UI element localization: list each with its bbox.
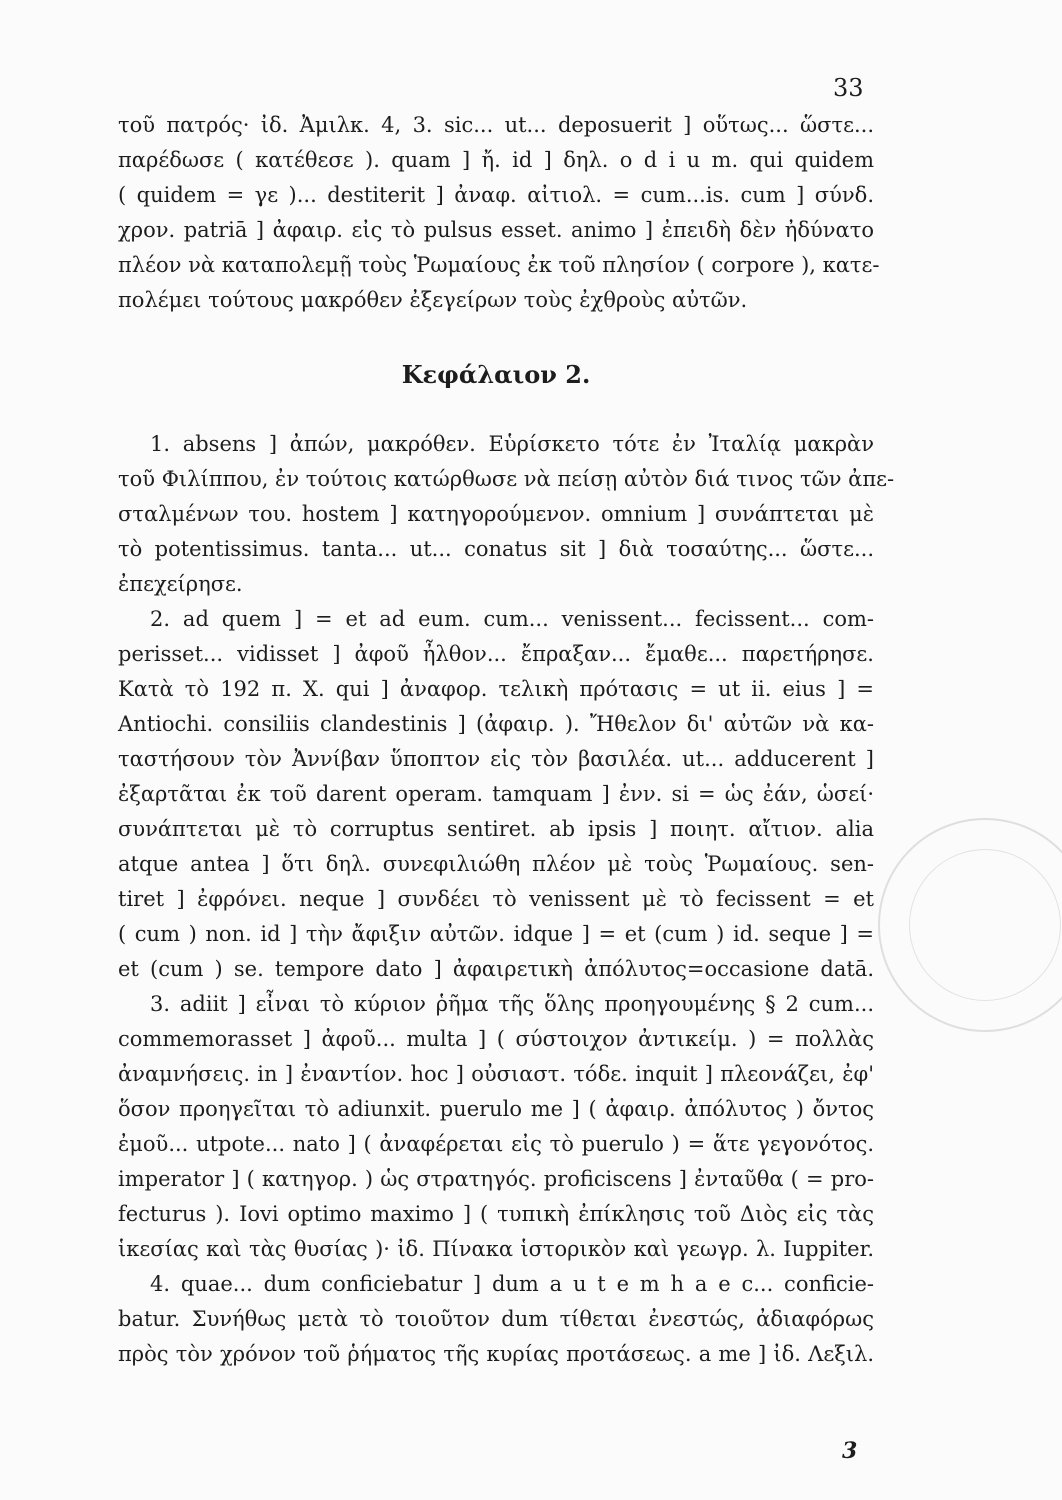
text-line: ἐπεχείρησε.	[118, 572, 243, 596]
text-line: ἐξαρτᾶται ἐκ τοῦ darent operam. tamquam ] ἐνν. si = ὡς ἐάν, ὡσεί·	[118, 782, 874, 806]
section-4	[118, 1267, 874, 1372]
text-line: imperator ] ( κατηγορ. ) ὡς στρατηγός. proficiscens ] ἐνταῦθα ( = pro-	[118, 1167, 874, 1191]
text-line: commemorasset ] ἀφοῦ... multa ] ( σύστοιχον ἀντικείμ. ) = πολλὰς	[118, 1027, 874, 1051]
text-line: τὸ potentissimus. tanta... ut... conatus sit ] διὰ τοσαύτης... ὥστε...	[118, 537, 874, 561]
text-line: ( cum ) non. id ] τὴν ἄφιξιν αὐτῶν. idque ] = et (cum ) id. seque ] =	[118, 922, 874, 946]
chapter-heading: Κεφάλαιον 2.	[401, 360, 591, 389]
text-line: 3. adiit ] εἶναι τὸ κύριον ῥῆμα τῆς ὅλης προηγουμένης § 2 cum...	[150, 992, 874, 1016]
text-line: ὅσον προηγεῖται τὸ adiunxit. puerulo me ] ( ἀφαιρ. ἀπόλυτος ) ὄντος	[118, 1097, 874, 1121]
text-line: 2. ad quem ] = et ad eum. cum... venissent... fecissent... com-	[150, 607, 874, 631]
text-line: πλέον νὰ καταπολεμῇ τοὺς Ῥωμαίους ἐκ τοῦ πλησίον ( corpore ), κατε-	[118, 253, 880, 277]
section-2	[118, 602, 874, 987]
text-line: πολέμει τούτους μακρόθεν ἐξεγείρων τοὺς ἐχθροὺς αὐτῶν.	[118, 288, 748, 312]
stamp-inner-ring	[909, 849, 1061, 1001]
text-line: ἀναμνήσεις. in ] ἐναντίον. hoc ] οὐσιαστ. τόδε. inquit ] πλεονάζει, ἐφ'	[118, 1062, 874, 1086]
text-line: τοῦ Φιλίππου, ἐν τούτοις κατώρθωσε νὰ πείσῃ αὐτὸν διά τινος τῶν ἀπε-	[118, 467, 895, 491]
text-line: ἐμοῦ... utpote... nato ] ( ἀναφέρεται εἰς τὸ puerulo ) = ἅτε γεγονότος.	[118, 1132, 874, 1156]
text-line: tiret ] ἐφρόνει. neque ] συνδέει τὸ venissent μὲ τὸ fecissent = et	[118, 887, 874, 911]
text-line: 1. absens ] ἀπών, μακρόθεν. Εὑρίσκετο τότε ἐν Ἰταλίᾳ μακρὰν	[150, 432, 874, 456]
text-line: ταστήσουν τὸν Ἀννίβαν ὕποπτον εἰς τὸν βασιλέα. ut... adducerent ]	[118, 747, 874, 771]
library-stamp	[878, 818, 1062, 1032]
text-line: πρὸς τὸν χρόνον τοῦ ῥήματος τῆς κυρίας προτάσεως. a me ] ἰδ. Λεξιλ.	[118, 1342, 874, 1366]
text-line: ( quidem = γε )... destiterit ] ἀναφ. αἰτιολ. = cum...is. cum ] σύνδ.	[118, 183, 874, 207]
text-line: fecturus ). Iovi optimo maximo ] ( τυπικὴ ἐπίκλησις τοῦ Διὸς εἰς τὰς	[118, 1202, 874, 1226]
text-line: συνάπτεται μὲ τὸ corruptus sentiret. ab ipsis ] ποιητ. αἴτιον. alia	[118, 817, 874, 841]
text-line: perisset... vidisset ] ἀφοῦ ἦλθον... ἔπραξαν... ἔμαθε... παρετήρησε.	[118, 642, 874, 666]
text-line: ἱκεσίας καὶ τὰς θυσίας )· ἰδ. Πίνακα ἱστορικὸν καὶ γεωγρ. λ. Iuppiter.	[118, 1237, 874, 1261]
text-line: batur. Συνήθως μετὰ τὸ τοιοῦτον dum τίθεται ἐνεστώς, ἀδιαφόρως	[118, 1307, 874, 1331]
text-line: τοῦ πατρός· ἰδ. Ἀμιλκ. 4, 3. sic... ut... deposuerit ] οὕτως... ὥστε...	[118, 113, 874, 137]
text-line: χρον. patriā ] ἀφαιρ. εἰς τὸ pulsus esset. animo ] ἐπειδὴ δὲν ἠδύνατο	[118, 218, 874, 242]
page-number: 33	[833, 74, 864, 102]
signature-mark: 3	[842, 1438, 858, 1464]
paragraph-1	[118, 108, 880, 318]
text-line: 4. quae... dum conficiebatur ] dum a u t e m h a e c... conficie-	[150, 1272, 874, 1296]
section-3	[118, 987, 874, 1267]
text-line: παρέδωσε ( κατέθεσε ). quam ] ἤ. id ] δηλ. o d i u m. qui quidem	[118, 148, 874, 172]
text-line: Antiochi. consiliis clandestinis ] (ἀφαιρ. ). Ἤθελον δι' αὐτῶν νὰ κα-	[118, 712, 874, 736]
section-1	[118, 427, 895, 602]
text-line: atque antea ] ὅτι δηλ. συνεφιλιώθη πλέον μὲ τοὺς Ῥωμαίους. sen-	[118, 852, 874, 876]
text-line: σταλμένων του. hostem ] κατηγορούμενον. omnium ] συνάπτεται μὲ	[118, 502, 874, 526]
text-line: et (cum ) se. tempore dato ] ἀφαιρετικὴ ἀπόλυτος=occasione datā.	[118, 957, 874, 981]
text-line: Κατὰ τὸ 192 π. Χ. qui ] ἀναφορ. τελικὴ πρότασις = ut ii. eius ] =	[118, 677, 874, 701]
